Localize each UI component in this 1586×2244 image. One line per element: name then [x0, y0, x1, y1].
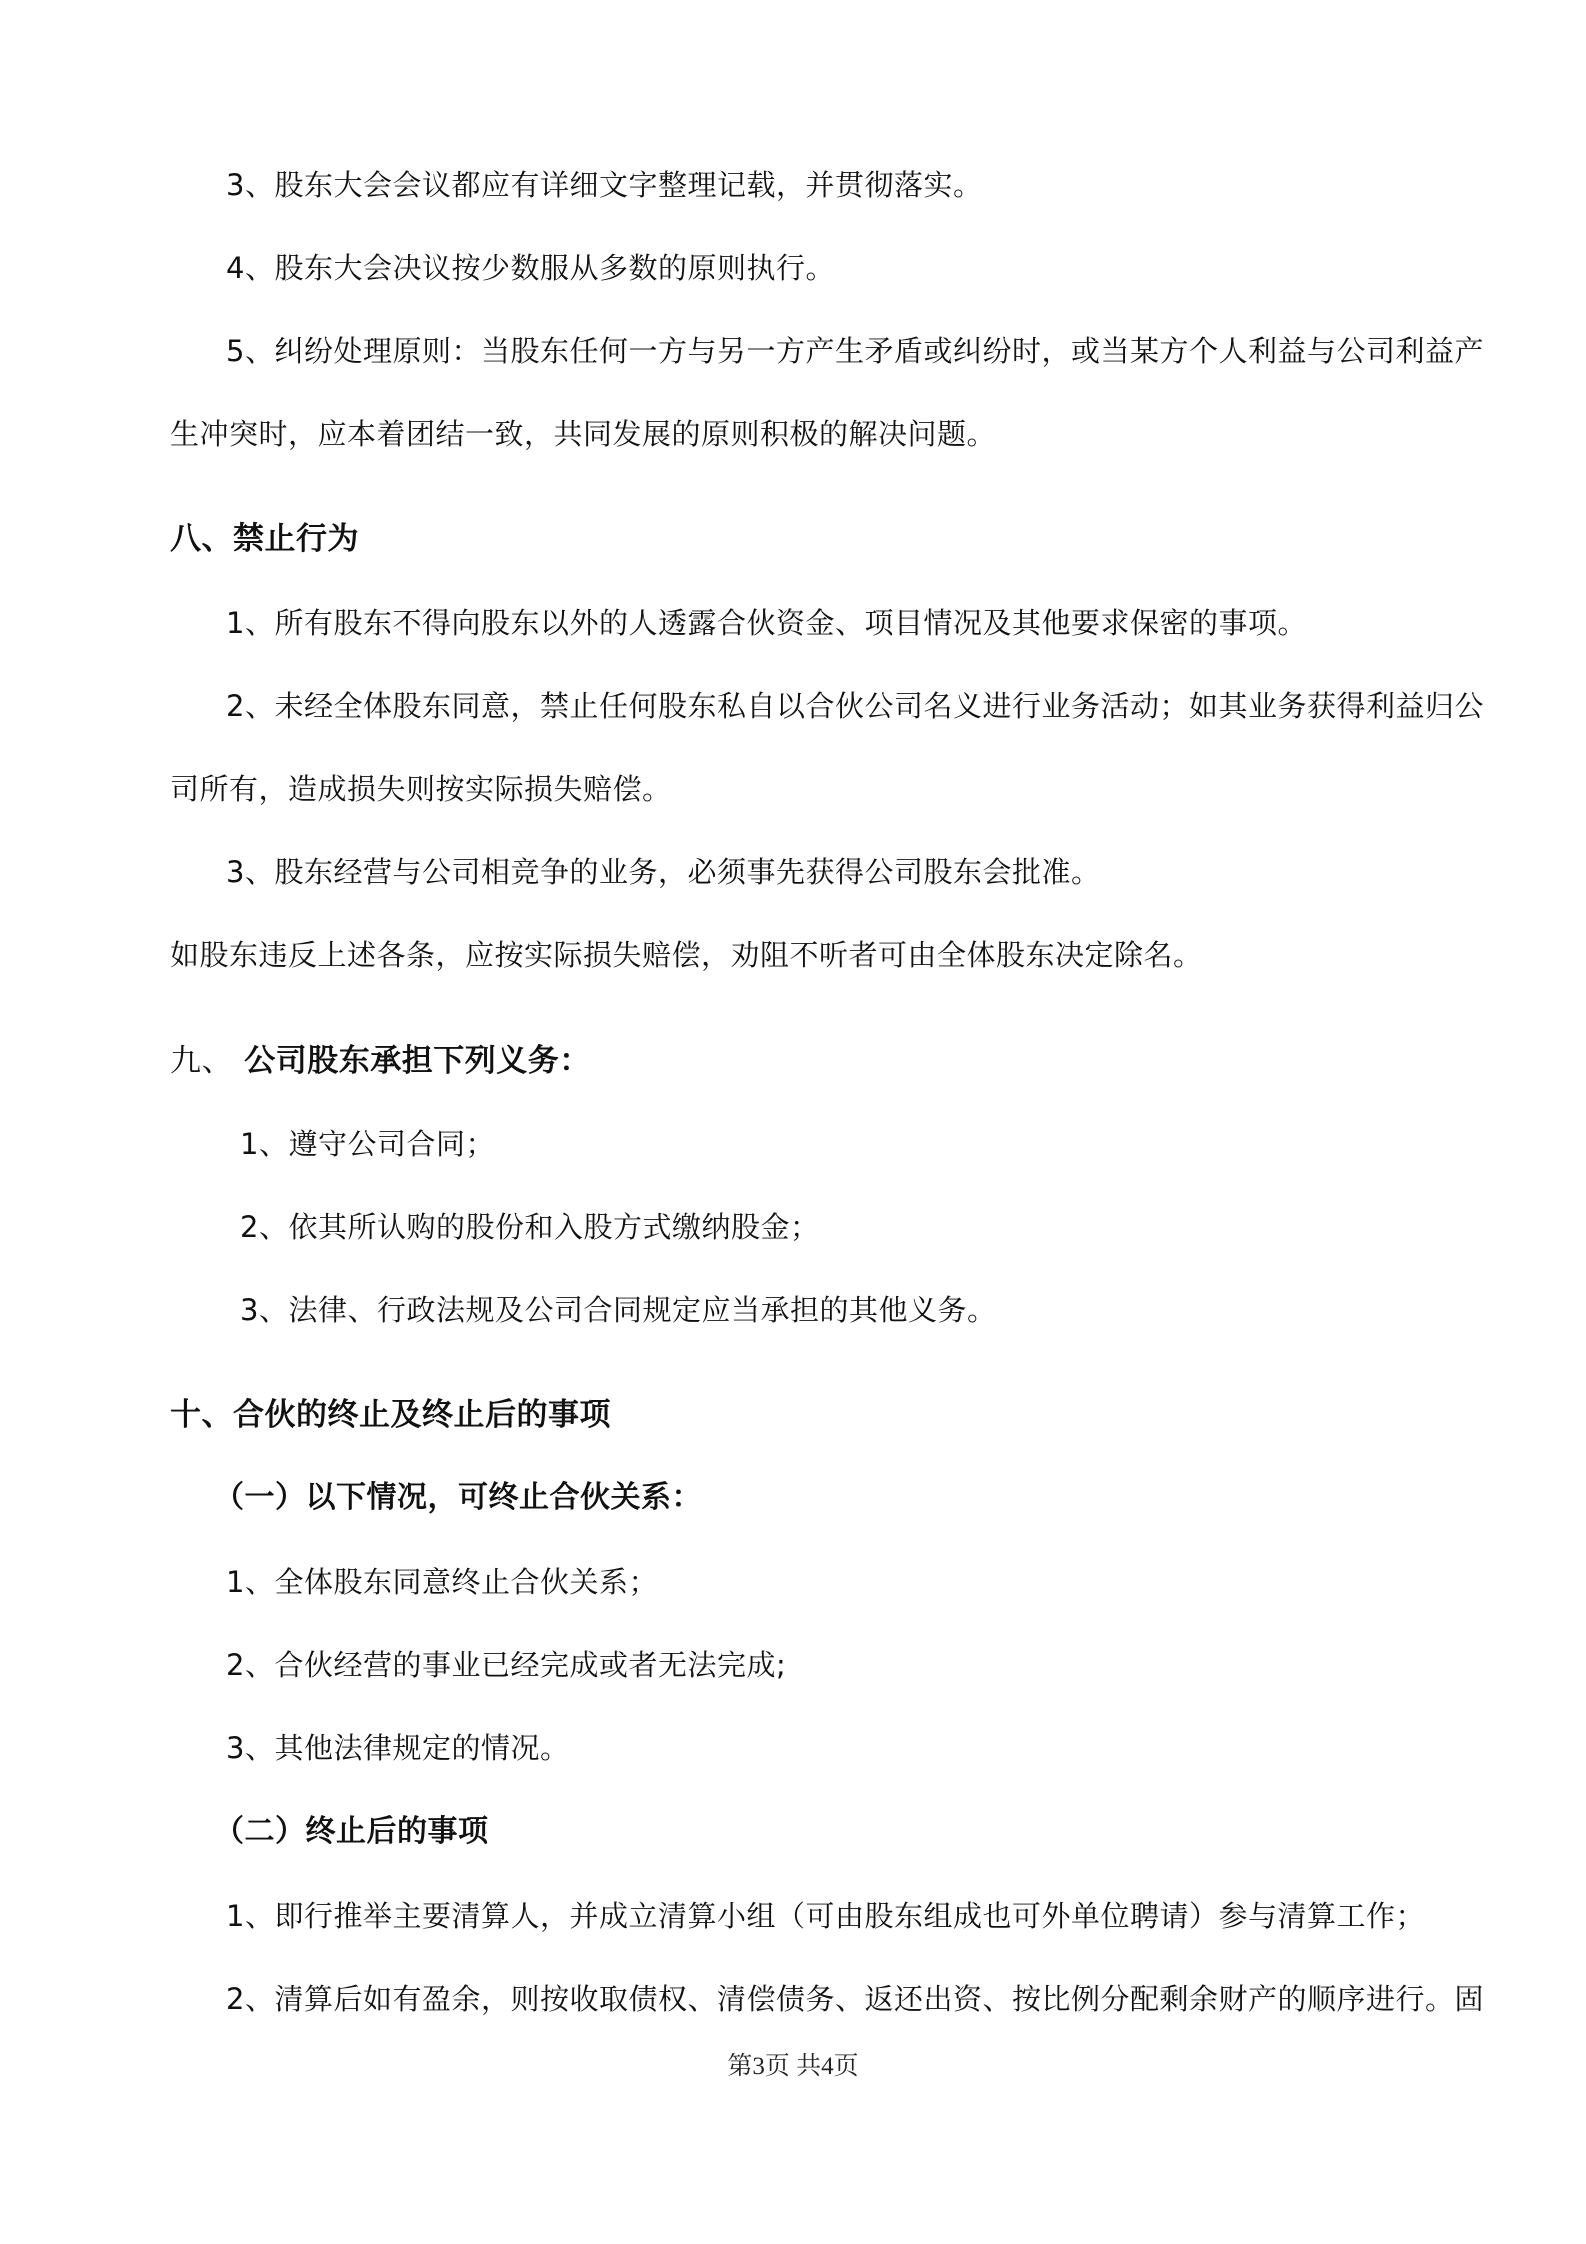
section8-item3: 3、股东经营与公司相竞争的业务，必须事先获得公司股东会批准。	[226, 855, 1101, 889]
section9-heading-text: 公司股东承担下列义务：	[244, 1043, 591, 1079]
page-number-footer: 第3页 共4页	[727, 2053, 859, 2080]
section8-item2-line2: 司所有，造成损失则按实际损失赔偿。	[170, 772, 672, 806]
section7-item4: 4、股东大会决议按少数服从多数的原则执行。	[226, 251, 835, 285]
section10-sub1-item3: 3、其他法律规定的情况。	[226, 1731, 570, 1765]
section10-sub2-item1: 1、即行推举主要清算人，并成立清算小组（可由股东组成也可外单位聘请）参与清算工作；	[226, 1899, 1425, 1933]
section7-item5-line1: 5、纠纷处理原则：当股东任何一方与另一方产生矛盾或纠纷时，或当某方个人利益与公司利益产	[226, 334, 1484, 368]
section9-item1: 1、遵守公司合同；	[240, 1127, 495, 1161]
section10-sub1-item2: 2、合伙经营的事业已经完成或者无法完成;	[226, 1648, 787, 1682]
section7-item5-line2: 生冲突时，应本着团结一致，共同发展的原则积极的解决问题。	[170, 417, 997, 451]
section7-item3: 3、股东大会会议都应有详细文字整理记载，并贯彻落实。	[226, 168, 983, 202]
section8-item1: 1、所有股东不得向股东以外的人透露合伙资金、项目情况及其他要求保密的事项。	[226, 606, 1307, 640]
section8-heading: 八、禁止行为	[170, 521, 359, 557]
section9-heading	[170, 1040, 591, 1082]
section8-note: 如股东违反上述各条，应按实际损失赔偿，劝阻不听者可由全体股东决定除名。	[170, 938, 1203, 972]
section9-item3: 3、法律、行政法规及公司合同规定应当承担的其他义务。	[240, 1293, 997, 1327]
section10-sub2-item2: 2、清算后如有盈余，则按收取债权、清偿债务、返还出资、按比例分配剩余财产的顺序进行。固	[226, 1982, 1484, 2016]
section10-subheading1: （一）以下情况，可终止合伙关系：	[214, 1480, 702, 1515]
section10-subheading2: （二）终止后的事项	[214, 1814, 489, 1849]
section9-heading-number: 九、	[170, 1043, 233, 1079]
section10-sub1-item1: 1、全体股东同意终止合伙关系；	[226, 1565, 658, 1599]
section8-item2-line1: 2、未经全体股东同意，禁止任何股东私自以合伙公司名义进行业务活动；如其业务获得利益归公	[226, 689, 1484, 723]
section10-heading: 十、合伙的终止及终止后的事项	[170, 1397, 611, 1433]
section9-item2: 2、依其所认购的股份和入股方式缴纳股金；	[240, 1210, 820, 1244]
